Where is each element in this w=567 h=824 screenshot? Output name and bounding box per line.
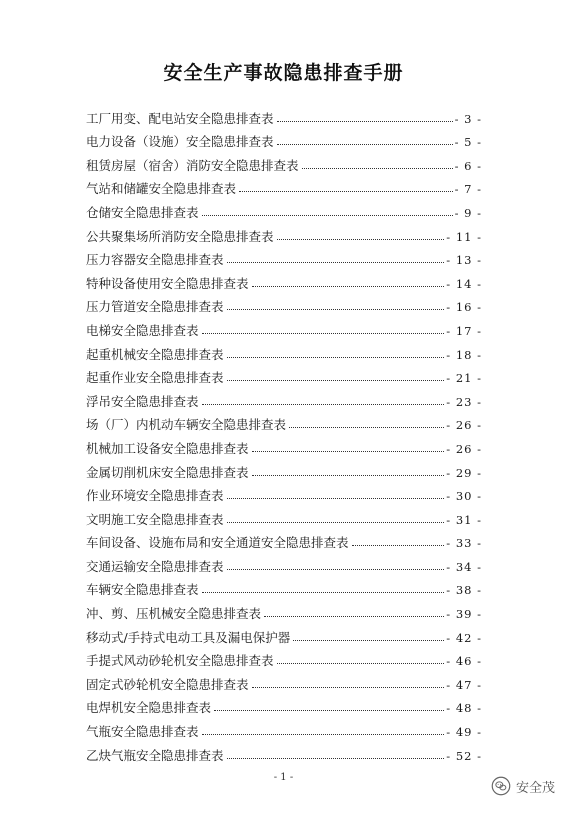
wechat-icon — [491, 776, 511, 796]
toc-dot-leader — [202, 404, 445, 405]
toc-entry-page: - 18 - — [446, 347, 482, 362]
toc-entry[interactable] — [86, 715, 482, 739]
toc-entry[interactable] — [86, 196, 482, 220]
toc-dot-leader — [252, 475, 445, 476]
toc-entry-title: 电梯安全隐患排查表 — [86, 322, 199, 338]
toc-entry-title: 公共聚集场所消防安全隐患排查表 — [86, 228, 274, 244]
toc-dot-leader — [252, 451, 445, 452]
toc-entry-title: 租赁房屋（宿舍）消防安全隐患排查表 — [86, 157, 299, 173]
toc-dot-leader — [227, 357, 445, 358]
toc-entry-title: 机械加工设备安全隐患排查表 — [86, 440, 249, 456]
toc-entry[interactable] — [86, 126, 482, 150]
toc-entry-page: - 17 - — [446, 323, 482, 338]
toc-dot-leader — [252, 687, 445, 688]
toc-entry-page: - 3 - — [454, 111, 482, 126]
toc-entry[interactable] — [86, 456, 482, 480]
toc-entry-page: - 31 - — [446, 512, 482, 527]
toc-entry-page: - 47 - — [446, 677, 482, 692]
toc-entry-title: 作业环境安全隐患排查表 — [86, 488, 224, 504]
toc-dot-leader — [352, 545, 445, 546]
toc-entry-page: - 39 - — [446, 607, 482, 622]
toc-entry[interactable] — [86, 527, 482, 551]
toc-dot-leader — [227, 262, 445, 263]
toc-entry-title: 乙炔气瓶安全隐患排查表 — [86, 747, 224, 763]
toc-dot-leader — [264, 616, 444, 617]
toc-entry-page: - 29 - — [446, 465, 482, 480]
toc-entry-title: 车间设备、设施布局和安全通道安全隐患排查表 — [86, 535, 349, 551]
toc-entry-page: - 38 - — [446, 583, 482, 598]
toc-entry-page: - 21 - — [446, 371, 482, 386]
toc-entry[interactable] — [86, 385, 482, 409]
toc-dot-leader — [227, 522, 445, 523]
toc-dot-leader — [227, 498, 445, 499]
toc-entry[interactable] — [86, 739, 482, 763]
toc-entry-page: - 6 - — [454, 158, 482, 173]
toc-entry-title: 浮吊安全隐患排查表 — [86, 393, 199, 409]
toc-entry-page: - 14 - — [446, 276, 482, 291]
toc-entry-page: - 16 - — [446, 300, 482, 315]
toc-entry-page: - 23 - — [446, 394, 482, 409]
toc-entry[interactable] — [86, 574, 482, 598]
toc-entry[interactable] — [86, 597, 482, 621]
toc-entry-page: - 34 - — [446, 559, 482, 574]
toc-entry-title: 特种设备使用安全隐患排查表 — [86, 275, 249, 291]
toc-entry-title: 压力容器安全隐患排查表 — [86, 252, 224, 268]
toc-entry[interactable] — [86, 668, 482, 692]
toc-dot-leader — [277, 121, 453, 122]
toc-entry[interactable] — [86, 409, 482, 433]
toc-entry[interactable] — [86, 267, 482, 291]
toc-entry-title: 电力设备（设施）安全隐患排查表 — [86, 134, 274, 150]
toc-dot-leader — [277, 144, 453, 145]
toc-dot-leader — [302, 168, 453, 169]
toc-entry-title: 仓储安全隐患排查表 — [86, 204, 199, 220]
toc-entry-page: - 48 - — [446, 701, 482, 716]
toc-dot-leader — [227, 569, 445, 570]
toc-entry-title: 气站和储罐安全隐患排查表 — [86, 181, 237, 197]
toc-entry-title: 车辆安全隐患排查表 — [86, 582, 199, 598]
toc-entry-page: - 7 - — [454, 182, 482, 197]
toc-entry[interactable] — [86, 102, 482, 126]
toc-entry-title: 移动式/手持式电动工具及漏电保护器 — [86, 629, 291, 645]
toc-entry-page: - 26 - — [446, 441, 482, 456]
toc-dot-leader — [202, 734, 445, 735]
toc-entry-page: - 42 - — [446, 630, 482, 645]
toc-entry-title: 气瓶安全隐患排查表 — [86, 724, 199, 740]
toc-entry[interactable] — [86, 621, 482, 645]
toc-entry[interactable] — [86, 692, 482, 716]
toc-entry[interactable] — [86, 244, 482, 268]
toc-entry[interactable] — [86, 362, 482, 386]
toc-entry-title: 固定式砂轮机安全隐患排查表 — [86, 676, 249, 692]
toc-entry-title: 冲、剪、压机械安全隐患排查表 — [86, 606, 262, 622]
toc-entry[interactable] — [86, 220, 482, 244]
toc-entry[interactable] — [86, 314, 482, 338]
toc-entry-page: - 9 - — [454, 205, 482, 220]
toc-entry[interactable] — [86, 173, 482, 197]
toc-entry[interactable] — [86, 550, 482, 574]
table-of-contents — [86, 102, 482, 763]
toc-dot-leader — [202, 215, 453, 216]
toc-dot-leader — [227, 380, 445, 381]
toc-dot-leader — [289, 427, 444, 428]
toc-dot-leader — [214, 710, 444, 711]
toc-entry-title: 起重作业安全隐患排查表 — [86, 370, 224, 386]
toc-entry[interactable] — [86, 645, 482, 669]
toc-entry-title: 起重机械安全隐患排查表 — [86, 346, 224, 362]
toc-entry-page: - 5 - — [454, 135, 482, 150]
toc-entry-page: - 49 - — [446, 725, 482, 740]
toc-entry-page: - 30 - — [446, 489, 482, 504]
toc-dot-leader — [202, 333, 445, 334]
toc-entry-page: - 11 - — [446, 229, 482, 244]
toc-entry-title: 工厂用变、配电站安全隐患排查表 — [86, 110, 274, 126]
toc-entry-title: 压力管道安全隐患排查表 — [86, 299, 224, 315]
watermark — [491, 776, 555, 796]
toc-entry-title: 场（厂）内机动车辆安全隐患排查表 — [86, 417, 287, 433]
document-title: 安全生产事故隐患排查手册 — [163, 62, 404, 84]
toc-dot-leader — [202, 592, 445, 593]
toc-entry[interactable] — [86, 291, 482, 315]
toc-entry-title: 电焊机安全隐患排查表 — [86, 700, 212, 716]
toc-entry-title: 文明施工安全隐患排查表 — [86, 511, 224, 527]
toc-entry-page: - 46 - — [446, 654, 482, 669]
toc-entry-title: 手提式风动砂轮机安全隐患排查表 — [86, 653, 274, 669]
toc-entry-page: - 26 - — [446, 418, 482, 433]
toc-dot-leader — [293, 640, 444, 641]
page-number: - 1 - — [273, 772, 294, 783]
toc-dot-leader — [227, 758, 445, 759]
toc-entry[interactable] — [86, 503, 482, 527]
toc-entry[interactable] — [86, 338, 482, 362]
toc-entry-page: - 52 - — [446, 748, 482, 763]
toc-entry[interactable] — [86, 432, 482, 456]
toc-dot-leader — [252, 286, 445, 287]
toc-entry-page: - 33 - — [446, 536, 482, 551]
toc-entry-title: 金属切削机床安全隐患排查表 — [86, 464, 249, 480]
watermark-text: 安全茂 — [515, 780, 555, 796]
toc-entry[interactable] — [86, 480, 482, 504]
toc-dot-leader — [227, 309, 445, 310]
toc-dot-leader — [277, 239, 445, 240]
toc-entry-page: - 13 - — [446, 253, 482, 268]
toc-dot-leader — [277, 663, 445, 664]
toc-dot-leader — [239, 191, 453, 192]
toc-entry-title: 交通运输安全隐患排查表 — [86, 558, 224, 574]
toc-entry[interactable] — [86, 149, 482, 173]
